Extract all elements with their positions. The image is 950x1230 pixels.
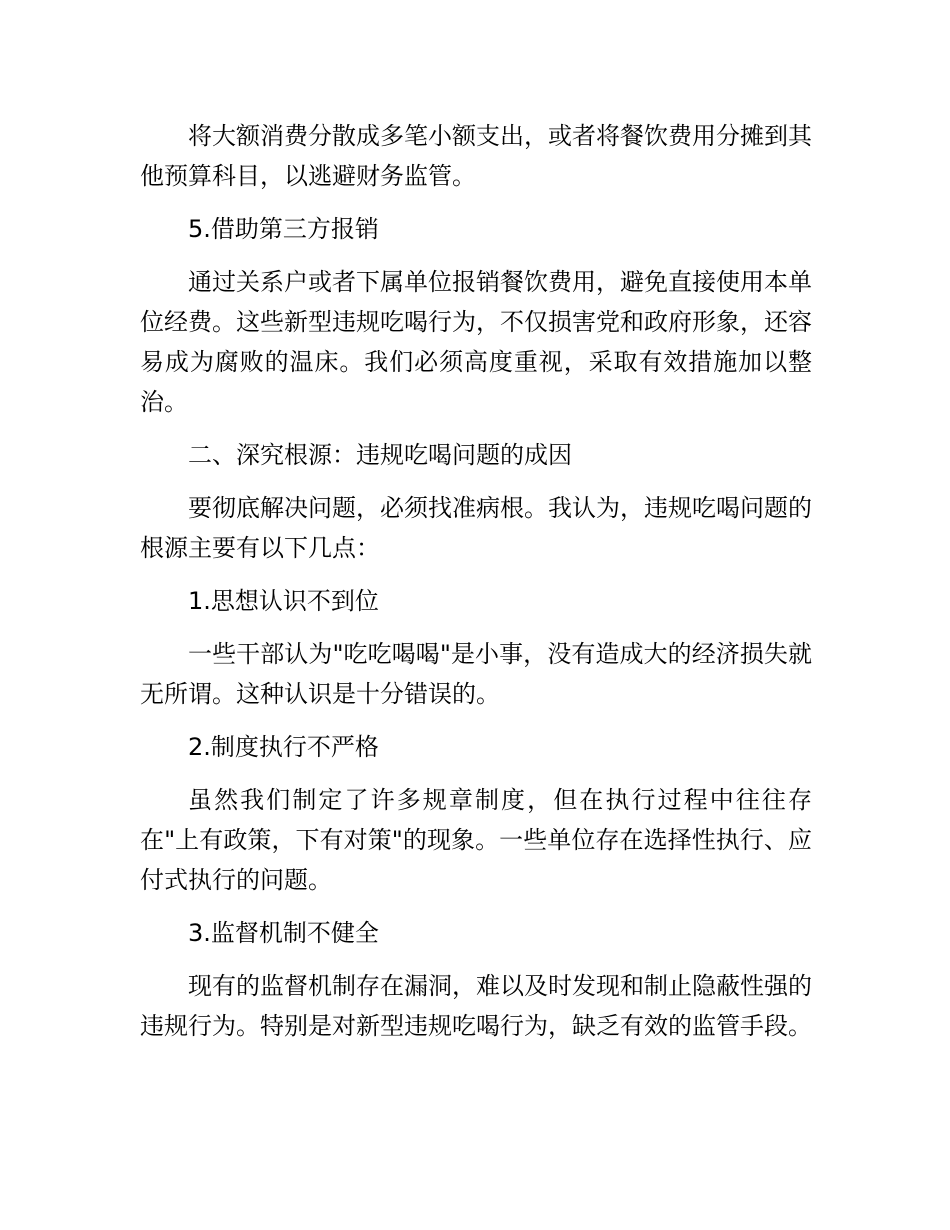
subheading-enforcement: 2.制度执行不严格: [188, 733, 379, 761]
paragraph-supervision: 现有的监督机制存在漏洞，难以及时发现和制止隐蔽性强的违规行为。特别是对新型违规吃喝行为，缺乏有效的监管手段。: [140, 972, 812, 1040]
subheading-supervision: 3.监督机制不健全: [188, 919, 379, 947]
paragraph-third-party-reimbursement: 通过关系户或者下属单位报销餐饮费用，避免直接使用本单位经费。这些新型违规吃喝行为，不仅损害党和政府形象，还容易成为腐败的温床。我们必须高度重视，采取有效措施加以整治。: [140, 268, 812, 416]
subheading-ideology: 1.思想认识不到位: [188, 587, 379, 615]
paragraph-enforcement: 虽然我们制定了许多规章制度，但在执行过程中往往存在"上有政策，下有对策"的现象。一些单位存在选择性执行、应付式执行的问题。: [140, 786, 812, 894]
document-body: [140, 116, 812, 1059]
paragraph-split-spending: 将大额消费分散成多笔小额支出，或者将餐饮费用分摊到其他预算科目，以逃避财务监管。: [140, 122, 812, 190]
subheading-third-party-reimbursement: 5.借助第三方报销: [188, 215, 379, 243]
section-heading-root-causes: 二、深究根源：违规吃喝问题的成因: [188, 441, 572, 469]
paragraph-ideology: 一些干部认为"吃吃喝喝"是小事，没有造成大的经济损失就无所谓。这种认识是十分错误的。: [140, 640, 812, 708]
paragraph-root-causes-intro: 要彻底解决问题，必须找准病根。我认为，违规吃喝问题的根源主要有以下几点：: [140, 494, 812, 562]
